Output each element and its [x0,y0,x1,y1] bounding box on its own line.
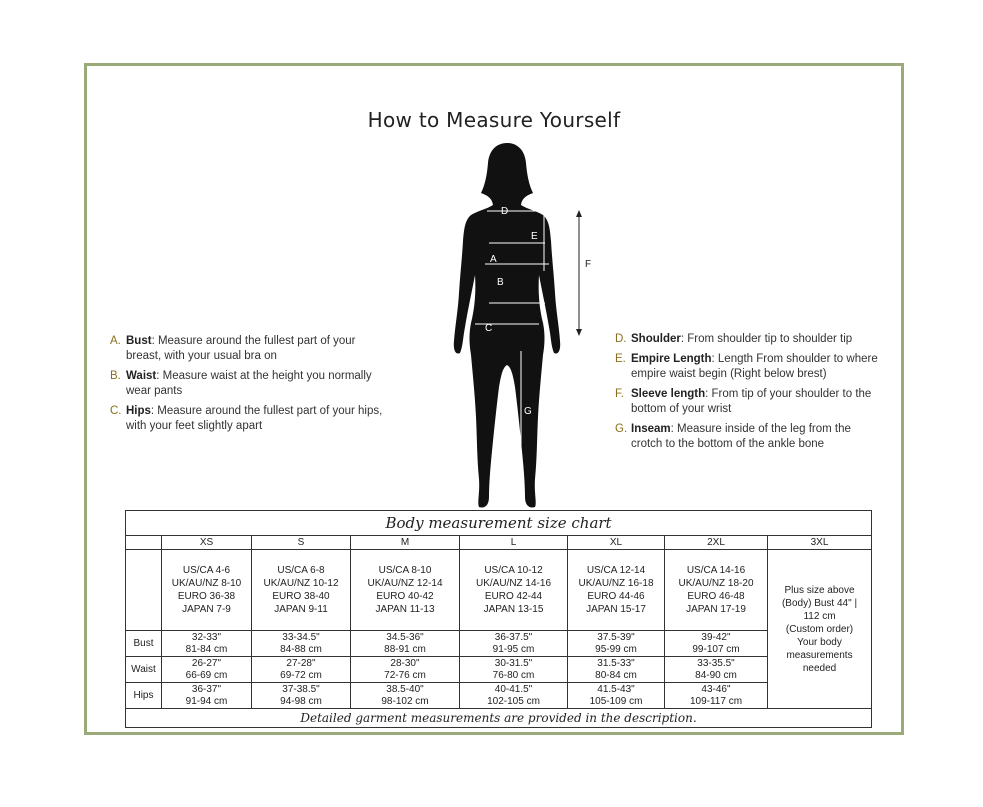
size-chart-table [125,510,872,728]
cm-value: 84-88 cm [280,643,322,655]
definition-text: : Measure waist at the height you normally wear pants [126,370,372,397]
inch-value: 40-41.5" [494,683,533,695]
measurement-cell [568,683,665,709]
size-header-row [126,536,872,550]
measurement-cell [351,657,460,683]
conversion-line: EURO 44-46 [587,591,645,602]
conversion-line: EURO 38-40 [272,591,330,602]
cm-value: 88-91 cm [384,643,426,655]
cm-value: 91-95 cm [492,643,535,655]
definition-term: Waist [126,370,157,382]
inch-value: 39-42" [701,631,731,643]
definition-term: Bust [126,335,152,347]
inch-value: 28-30" [390,657,420,669]
definition-inseam [615,422,885,452]
definition-waist [110,369,390,399]
size-conversion-row [126,550,872,631]
measurement-cell [665,683,768,709]
empty-label-cell [126,550,162,631]
inch-value: 36-37.5" [494,631,533,643]
conversion-cell [460,550,568,631]
definition-letter: G. [615,423,628,435]
definition-text: : Measure around the fullest part of your breast, with your usual bra on [126,335,356,362]
measurement-row-bust [126,631,872,657]
label-b: B [497,277,504,288]
definition-text: : Measure inside of the leg from the crotch to the bottom of the ankle bone [631,423,851,450]
definition-bust [110,334,390,364]
measurement-cell [351,631,460,657]
definition-letter: C. [110,405,122,417]
conversion-line: JAPAN 9-11 [274,604,328,615]
plus-size-line: needed [802,662,837,674]
cm-value: 94-98 cm [280,695,322,707]
size-header: L [460,536,568,550]
size-chart-footer: Detailed garment measurements are provided in the description. [126,709,872,728]
label-c: C [485,323,493,334]
size-header: 3XL [768,536,872,550]
measurement-cell [460,683,568,709]
conversion-line: UK/AU/NZ 12-14 [367,578,443,589]
definition-term: Inseam [631,423,671,435]
row-label: Hips [126,683,162,709]
measurement-cell [351,683,460,709]
definition-term: Empire Length [631,353,712,365]
row-label: Waist [126,657,162,683]
size-chart-caption: Body measurement size chart [126,511,872,536]
definition-sleeve-length [615,387,885,417]
conversion-line: UK/AU/NZ 18-20 [678,578,754,589]
conversion-line: UK/AU/NZ 10-12 [263,578,339,589]
definition-term: Shoulder [631,333,681,345]
body-silhouette-illustration [427,141,592,511]
inch-value: 30-31.5" [494,657,533,669]
definition-letter: F. [615,388,624,400]
definitions-right [615,332,885,457]
conversion-line: US/CA 6-8 [277,565,325,576]
measurement-cell [665,631,768,657]
conversion-line: UK/AU/NZ 8-10 [171,578,242,589]
conversion-line: UK/AU/NZ 16-18 [578,578,654,589]
page-frame [84,63,904,735]
conversion-cell [568,550,665,631]
measurement-cell [252,631,351,657]
measurement-cell [665,657,768,683]
conversion-line: EURO 42-44 [484,591,543,602]
cm-value: 81-84 cm [185,643,228,655]
inch-value: 27-28" [286,657,316,669]
measurement-cell [252,657,351,683]
cm-value: 98-102 cm [381,695,429,707]
size-header: S [252,536,351,550]
conversion-cell [665,550,768,631]
plus-size-line: 112 cm [803,610,836,622]
cm-value: 69-72 cm [280,669,322,681]
conversion-cell [162,550,252,631]
body-figure [427,141,592,511]
conversion-line: EURO 46-48 [687,591,745,602]
measurement-cell [162,683,252,709]
inch-value: 33-34.5" [282,631,320,643]
conversion-line: US/CA 4-6 [182,565,231,576]
measurement-row-waist [126,657,872,683]
conversion-line: JAPAN 11-13 [375,604,435,615]
plus-size-line: (Body) Bust 44" | [781,597,858,609]
definition-text: : From tip of your shoulder to the bottom of your wrist [631,388,872,415]
conversion-line: JAPAN 17-19 [686,604,746,615]
conversion-line: EURO 40-42 [376,591,434,602]
label-d: D [501,206,509,217]
definition-letter: D. [615,333,627,345]
conversion-line: JAPAN 15-17 [586,604,646,615]
cm-value: 99-107 cm [692,643,740,655]
plus-size-line: measurements [786,649,853,661]
inch-value: 33-35.5" [697,657,735,669]
inch-value: 43-46" [701,683,731,695]
size-header: XL [568,536,665,550]
cm-value: 109-117 cm [689,695,743,707]
measurement-cell [568,631,665,657]
cm-value: 84-90 cm [695,669,737,681]
definitions-left [110,334,390,439]
inch-value: 36-37" [191,683,222,695]
measurement-row-hips [126,683,872,709]
inch-value: 26-27" [191,657,222,669]
definition-letter: A. [110,335,121,347]
conversion-line: JAPAN 13-15 [483,604,544,615]
definition-shoulder [615,332,885,347]
cm-value: 76-80 cm [492,669,535,681]
cm-value: 95-99 cm [595,643,637,655]
inch-value: 41.5-43" [597,683,635,695]
conversion-cell [252,550,351,631]
conversion-line: US/CA 12-14 [586,565,646,576]
definition-empire-length [615,352,885,382]
measurement-cell [568,657,665,683]
conversion-cell [351,550,460,631]
definition-term: Hips [126,405,151,417]
measurement-cell [162,657,252,683]
conversion-line: EURO 36-38 [177,591,236,602]
size-header: 2XL [665,536,768,550]
inch-value: 37-38.5" [282,683,320,695]
page-title: How to Measure Yourself [367,108,621,132]
label-e: E [531,231,538,242]
conversion-line: UK/AU/NZ 14-16 [475,578,552,589]
empty-header-cell [126,536,162,550]
label-a: A [490,254,497,265]
cm-value: 91-94 cm [185,695,228,707]
inch-value: 31.5-33" [597,657,635,669]
conversion-line: US/CA 8-10 [378,565,432,576]
definition-letter: E. [615,353,626,365]
measurement-cell [162,631,252,657]
measurement-cell [460,631,568,657]
definition-term: Sleeve length [631,388,706,400]
label-g: G [524,406,532,417]
conversion-line: US/CA 14-16 [686,565,746,576]
definition-hips [110,404,390,434]
definition-text: : Measure around the fullest part of your hips, with your feet slightly apart [126,405,383,432]
measurement-cell [252,683,351,709]
cm-value: 80-84 cm [595,669,637,681]
plus-size-note [768,550,872,709]
inch-value: 38.5-40" [386,683,424,695]
conversion-line: JAPAN 7-9 [182,604,231,615]
inch-value: 32-33" [191,631,222,643]
plus-size-line: Plus size above [784,584,855,596]
inch-value: 34.5-36" [386,631,424,643]
conversion-line: US/CA 10-12 [484,565,543,576]
size-header: M [351,536,460,550]
cm-value: 66-69 cm [185,669,228,681]
measurement-cell [460,657,568,683]
definition-text: : Length From shoulder to where empire waist begin (Right below brest) [631,353,878,380]
plus-size-line: Your body [797,636,842,648]
definition-letter: B. [110,370,121,382]
definition-text: : From shoulder tip to shoulder tip [680,333,853,345]
cm-value: 102-105 cm [487,695,540,707]
cm-value: 72-76 cm [384,669,426,681]
label-f: F [585,259,592,270]
inch-value: 37.5-39" [597,631,635,643]
size-header: XS [162,536,252,550]
cm-value: 105-109 cm [589,695,643,707]
row-label: Bust [126,631,162,657]
plus-size-line: (Custom order) [785,623,854,635]
